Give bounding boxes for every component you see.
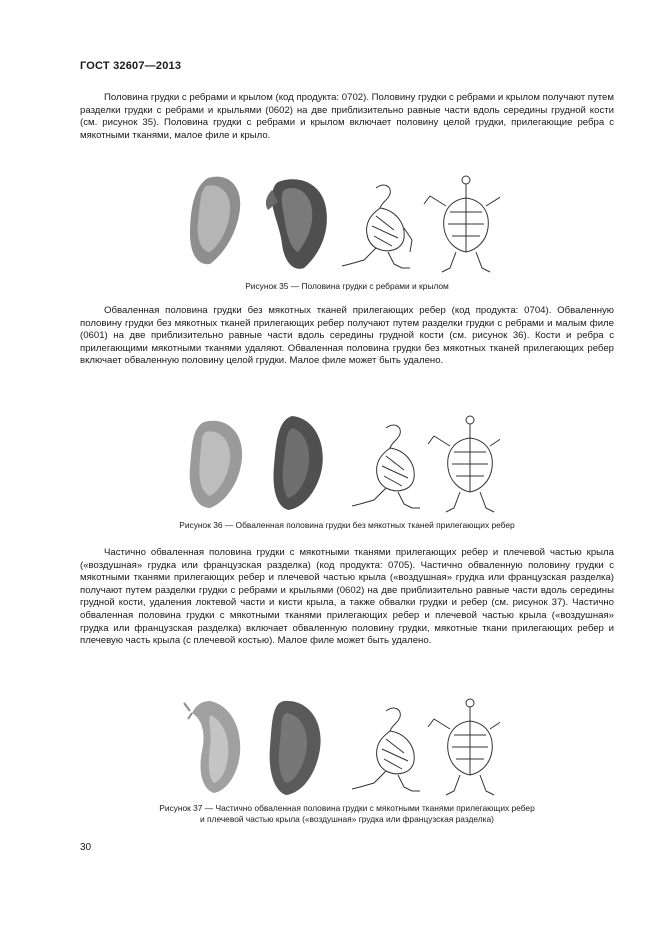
breast-wing-piece-image	[266, 179, 327, 268]
partially-boneless-breast-dark-image	[270, 701, 321, 795]
figure-35	[180, 168, 500, 278]
skeleton-front-icon	[424, 176, 500, 272]
paragraph-0702: Половина грудки с ребрами и крылом (код продукта: 0702). Половину грудки с ребрами и крылом получают путем разделки грудки с ребрами и крыльями (0602) на две приблизительно равные части вдоль середины грудной кости (см. рисунок 35). Половина грудки с ребрами и крылом включает половину целой грудки, прилегающие ребра с мякотными тканями, малое филе и крыло.	[80, 92, 614, 141]
partially-boneless-breast-light-image	[184, 701, 240, 793]
paragraph-0705: Частично обваленная половина грудки с мякотными тканями прилегающих ребер и плечевой частью крыла («воздушная» грудка или французская разделка) (код продукта: 0705). Частично обваленную половину грудки с мякотными тканями прилегающих ребер и плечевой частью крыла («воздушная» грудка или французская разделка) получают путем разделки грудки с ребрами и крыльями (0602) на две приблизительно равные части вдоль середины грудной кости, удаления локтевой части и кисти крыла, а также обвалки грудки и ребер (см. рисунок 37). Частично обваленная половина грудки с мякотными тканями прилегающих ребер и плечевой частью крыла («воздушная» грудка или французская разделка) включает обваленную половину грудки, мякотные ткани прилегающих ребер и плечевую часть крыла (с плечевой костью). Малое филе может быть удалено.	[80, 547, 614, 647]
figure-36	[180, 408, 500, 518]
page-number: 30	[80, 842, 92, 853]
figure-35-caption: Рисунок 35 — Половина грудки с ребрами и крылом	[245, 281, 449, 291]
figure-37	[180, 693, 500, 801]
document-header: ГОСТ 32607—2013	[80, 60, 182, 72]
skeleton-side-icon	[352, 708, 420, 791]
paragraph-0704: Обваленная половина грудки без мякотных тканей прилегающих ребер (код продукта: 0704). Обваленную половину грудки без мякотных тканей прилегающих ребер получают путем разделки грудки с ребрами и малым филе (0601) на две приблизительно равные части вдоль середины грудной кости (см. рисунок 36). Кости и ребра с прилегающими мякотными тканями удаляют. Обваленная половина грудки без мякотных тканей прилегающих ребер включает обваленную половину целой грудки. Малое филе может быть удалено.	[80, 305, 614, 367]
skeleton-front-icon	[428, 699, 500, 795]
skeleton-side-icon	[342, 185, 412, 268]
boneless-breast-light-image	[190, 421, 242, 508]
skeleton-front-icon	[428, 416, 500, 512]
figure-37-caption-line-2: и плечевой частью крыла («воздушная» грудка или французская разделка)	[200, 814, 494, 824]
boneless-breast-dark-image	[274, 416, 323, 510]
figure-36-caption: Рисунок 36 — Обваленная половина грудки без мякотных тканей прилегающих ребер	[179, 520, 515, 530]
skeleton-side-icon	[352, 425, 420, 508]
figure-37-caption-line-1: Рисунок 37 — Частично обваленная половина грудки с мякотными тканями прилегающих ребер	[159, 803, 535, 813]
figure-37-caption	[80, 803, 614, 825]
breast-piece-image	[190, 177, 240, 265]
